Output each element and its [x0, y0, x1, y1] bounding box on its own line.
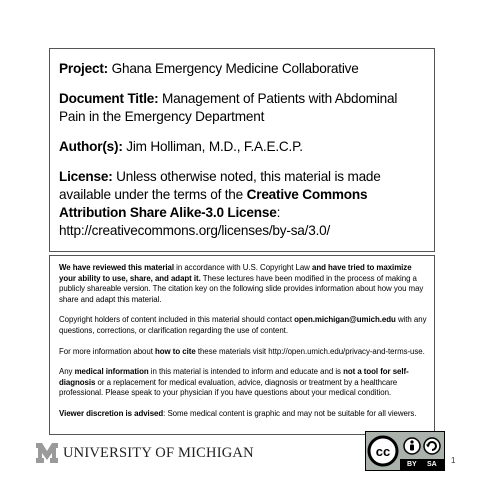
attribution-person-icon: [403, 437, 421, 455]
viewer-discretion-paragraph: Viewer discretion is advised: Some medical content is graphic and may not be suitable for all viewers.: [59, 408, 417, 418]
author-line: Author(s): Jim Holliman, M.D., F.A.E.C.P.: [59, 139, 303, 154]
cc-by-sa-badge: [365, 431, 445, 471]
license-info-box: [49, 48, 435, 252]
review-paragraph: We have reviewed this material in accordance with U.S. Copyright Law and have tried to maximize your ability to use, share, and adapt it. These lectures have been modified in the process of making a publicly shareable version. The citation key on the following slide provides information about how you may share and adapt this material.: [59, 263, 424, 304]
cc-icon: [366, 432, 402, 470]
document-title-line: Document Title: Management of Patients with Abdominal Pain in the Emergency Department: [59, 91, 398, 124]
share-alike-icon: [423, 437, 441, 455]
license-url[interactable]: http://creativecommons.org/licenses/by-sa/3.0/: [59, 223, 331, 238]
sa-label: SA: [427, 461, 437, 468]
svg-text:cc: cc: [375, 444, 391, 459]
university-logo: [35, 438, 254, 468]
copyright-notice-box: [49, 255, 435, 435]
copyright-holders-paragraph: Copyright holders of content included in this material should contact open.michigan@umich.edu with any questions, corrections, or clarification regarding the use of content.: [59, 315, 427, 335]
license-name: Creative Commons Attribution Share Alike-3.0 License: [59, 187, 368, 220]
block-m-icon: [35, 442, 59, 464]
license-line: License: Unless otherwise noted, this material is made available under the terms of the Creative Commons Attribution Share Alike-3.0 License: http://creativecommons.org/licenses/by-sa/3.0/: [59, 169, 381, 238]
medical-info-paragraph: Any medical information in this material is intended to inform and educate and is not a tool for self-diagnosis or a replacement for medical evaluation, advice, diagnosis or treatment by a healthcare professional. Please speak to your physician if you have questions about your medical condition.: [59, 367, 409, 398]
by-label: BY: [407, 461, 417, 468]
page-number: 1: [451, 456, 456, 465]
university-name: UNIVERSITY OF MICHIGAN: [63, 445, 254, 461]
contact-email[interactable]: open.michigan@umich.edu: [294, 315, 396, 325]
citation-paragraph: For more information about how to cite these materials visit http://open.umich.edu/privacy-and-terms-use.: [59, 346, 425, 356]
license-strip: [400, 459, 444, 470]
project-line: Project: Ghana Emergency Medicine Collaborative: [59, 61, 359, 76]
